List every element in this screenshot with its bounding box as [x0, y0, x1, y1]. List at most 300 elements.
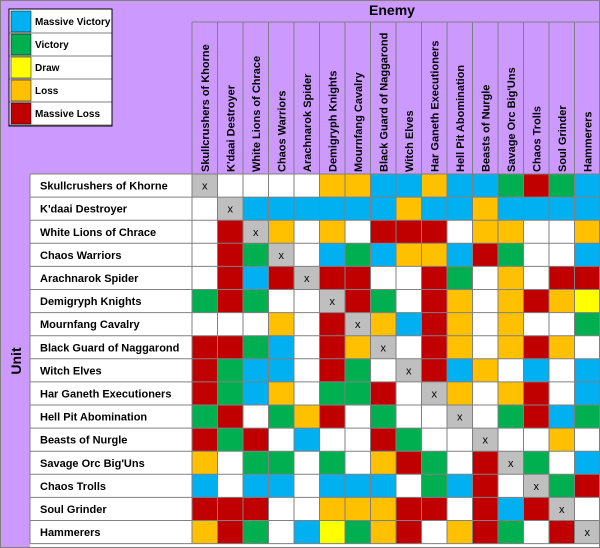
matchup-cell	[396, 197, 422, 220]
matchup-cell	[294, 405, 320, 428]
matchup-cell	[473, 336, 499, 359]
column-label: Skullcrushers of Khorne	[199, 44, 212, 172]
matchup-cell	[192, 428, 218, 451]
self-mark: x	[584, 527, 590, 540]
matchup-cell	[575, 243, 600, 266]
row-labels	[40, 181, 179, 540]
column-label: Har Ganeth Executioners	[429, 40, 442, 172]
matchup-cell	[269, 220, 295, 243]
matchup-cell	[498, 474, 524, 497]
matchup-cell	[498, 243, 524, 266]
row-label: Hammerers	[40, 527, 101, 540]
matchup-cell	[447, 174, 473, 197]
matchup-cell	[447, 243, 473, 266]
matchup-cell	[218, 497, 244, 520]
matchup-cell	[524, 174, 550, 197]
matchup-cell	[345, 243, 371, 266]
matchup-cell	[218, 266, 244, 289]
matchup-cell	[396, 313, 422, 336]
matchup-cell	[269, 197, 295, 220]
matchup-cell	[549, 451, 575, 474]
matchup-cell	[549, 521, 575, 544]
matchup-cell	[447, 313, 473, 336]
matchup-cell	[575, 428, 600, 451]
matchup-cell	[524, 336, 550, 359]
matchup-cell	[371, 359, 397, 382]
matchup-cell	[345, 521, 371, 544]
matchup-cell	[243, 336, 269, 359]
matchup-cell	[371, 243, 397, 266]
matchup-cell	[269, 313, 295, 336]
column-label: Beasts of Nurgle	[480, 84, 493, 172]
matchup-cell	[345, 174, 371, 197]
matchup-cell	[243, 243, 269, 266]
matchup-cell	[396, 174, 422, 197]
matchup-cell	[498, 220, 524, 243]
matchup-cell	[192, 359, 218, 382]
matchup-cell	[524, 220, 550, 243]
matchup-cell	[473, 243, 499, 266]
matchup-cell	[269, 174, 295, 197]
matchup-cell	[447, 336, 473, 359]
matchup-cell	[396, 428, 422, 451]
row-label: Chaos Trolls	[40, 480, 107, 493]
matchup-cell	[294, 451, 320, 474]
self-mark: x	[253, 226, 259, 239]
matchup-cell	[294, 359, 320, 382]
matchup-cell	[320, 405, 346, 428]
matchup-cell	[218, 243, 244, 266]
matchup-cell	[320, 382, 346, 405]
self-mark: x	[431, 388, 437, 401]
matchup-cell	[575, 336, 600, 359]
matchup-cell	[422, 266, 448, 289]
matchup-cell	[473, 405, 499, 428]
column-label: Black Guard of Naggarond	[378, 32, 391, 172]
matchup-cell	[447, 497, 473, 520]
column-label: Chaos Trolls	[531, 105, 544, 172]
matchup-cell	[294, 313, 320, 336]
self-mark: x	[227, 203, 233, 216]
matchup-cell	[243, 266, 269, 289]
matchup-cell	[575, 359, 600, 382]
matchup-cell	[320, 266, 346, 289]
matchup-cell	[243, 521, 269, 544]
matchup-cell	[549, 197, 575, 220]
legend-label: Massive Victory	[35, 17, 111, 28]
matchup-cell	[345, 451, 371, 474]
legend	[9, 9, 112, 126]
matchup-cell	[269, 336, 295, 359]
matchup-cell	[345, 197, 371, 220]
row-label: Savage Orc Big'Uns	[40, 457, 145, 470]
matchup-cell	[218, 313, 244, 336]
matchup-cell	[396, 382, 422, 405]
legend-label: Massive Loss	[35, 109, 101, 120]
matchup-cell	[269, 521, 295, 544]
matchup-cell	[422, 220, 448, 243]
matchup-cell	[549, 243, 575, 266]
matchup-cell	[549, 405, 575, 428]
matchup-cell	[269, 405, 295, 428]
matchup-cell	[575, 382, 600, 405]
matchup-cell	[345, 266, 371, 289]
matchup-cell	[575, 266, 600, 289]
matchup-cell	[371, 521, 397, 544]
matchup-cell	[320, 197, 346, 220]
matchup-cell	[371, 174, 397, 197]
matchup-cell	[218, 474, 244, 497]
matchup-cell	[524, 382, 550, 405]
matchup-cell	[549, 382, 575, 405]
matchup-cell	[498, 405, 524, 428]
matchup-cell	[524, 451, 550, 474]
matchup-cell	[371, 451, 397, 474]
matchup-cell	[218, 521, 244, 544]
matchup-cell	[243, 405, 269, 428]
matchup-cell	[498, 174, 524, 197]
self-mark: x	[533, 480, 539, 493]
matchup-cell	[549, 290, 575, 313]
matchup-cell	[218, 382, 244, 405]
matchup-cell	[422, 197, 448, 220]
matchup-cell	[320, 451, 346, 474]
matchup-cell	[192, 220, 218, 243]
matchup-cell	[473, 359, 499, 382]
matchup-cell	[345, 405, 371, 428]
matchup-cell	[447, 220, 473, 243]
matchup-cell	[371, 497, 397, 520]
self-mark: x	[482, 434, 488, 447]
matchup-cell	[524, 521, 550, 544]
matchup-cell	[498, 336, 524, 359]
matchup-cell	[447, 359, 473, 382]
matchup-cell	[192, 336, 218, 359]
row-label: Hell Pit Abomination	[40, 411, 148, 424]
matchup-cell	[345, 474, 371, 497]
row-label: Witch Elves	[40, 365, 102, 378]
matchup-cell	[320, 313, 346, 336]
self-mark: x	[457, 411, 463, 424]
matchup-cell	[575, 474, 600, 497]
matchup-cell	[575, 174, 600, 197]
matchup-cell	[422, 521, 448, 544]
matchup-cell	[498, 497, 524, 520]
matchup-cell	[218, 220, 244, 243]
matchup-cell	[473, 451, 499, 474]
matchup-cell	[524, 428, 550, 451]
matchup-cell	[473, 382, 499, 405]
self-mark: x	[559, 503, 565, 516]
matchup-cell	[294, 290, 320, 313]
matchup-cell	[575, 313, 600, 336]
matchup-cell	[371, 382, 397, 405]
matchup-cell	[243, 290, 269, 313]
matchup-cell	[192, 451, 218, 474]
column-label: White Lions of Chrace	[250, 55, 263, 172]
matchup-cell	[422, 290, 448, 313]
matchup-cell	[371, 405, 397, 428]
matchup-cell	[422, 174, 448, 197]
matchup-cell	[218, 359, 244, 382]
matchup-cell	[473, 174, 499, 197]
matchup-cell	[243, 474, 269, 497]
row-label: Black Guard of Naggarond	[40, 342, 180, 355]
matchup-cell	[422, 497, 448, 520]
matchup-cell	[575, 197, 600, 220]
matchup-cell	[498, 428, 524, 451]
column-label: Demigryph Knights	[327, 70, 340, 172]
matchup-cell	[396, 290, 422, 313]
matchup-cell	[396, 405, 422, 428]
matchup-cell	[269, 290, 295, 313]
matchup-cell	[524, 197, 550, 220]
self-mark: x	[508, 457, 514, 470]
legend-swatch	[11, 57, 31, 78]
self-mark: x	[329, 296, 335, 309]
matchup-cell	[498, 290, 524, 313]
matchup-cell	[422, 313, 448, 336]
column-label: Mournfang Cavalry	[352, 72, 365, 172]
matchup-cell	[549, 359, 575, 382]
matchup-cell	[269, 474, 295, 497]
matchup-cell	[447, 451, 473, 474]
matchup-cell	[422, 428, 448, 451]
matchup-cell	[524, 359, 550, 382]
column-label: Hammerers	[582, 111, 595, 172]
matchup-cell	[447, 197, 473, 220]
matchup-cell	[294, 428, 320, 451]
matchup-cell	[243, 359, 269, 382]
matchup-cell	[422, 243, 448, 266]
self-mark: x	[380, 342, 386, 355]
matchup-cell	[269, 266, 295, 289]
matchup-cell	[320, 243, 346, 266]
matchup-cell	[192, 313, 218, 336]
matchup-cell	[243, 451, 269, 474]
column-label: Arachnarok Spider	[301, 73, 314, 172]
matchup-cell	[371, 220, 397, 243]
matchup-cell	[269, 497, 295, 520]
legend-label: Loss	[35, 86, 59, 97]
matchup-cell	[320, 336, 346, 359]
self-mark: x	[278, 249, 284, 262]
matchup-cell	[447, 428, 473, 451]
matchup-cell	[294, 220, 320, 243]
matchup-cell	[524, 313, 550, 336]
self-mark: x	[406, 365, 412, 378]
matchup-cell	[422, 474, 448, 497]
column-label: Witch Elves	[403, 110, 416, 172]
matchup-cell	[371, 197, 397, 220]
matchup-cell	[371, 266, 397, 289]
matchup-cell	[524, 405, 550, 428]
matchup-cell	[575, 405, 600, 428]
row-label: K'daai Destroyer	[40, 203, 127, 216]
row-label: White Lions of Chrace	[40, 226, 157, 239]
matchup-cell	[320, 220, 346, 243]
matchup-cell	[498, 313, 524, 336]
matchup-cell	[294, 497, 320, 520]
matchup-cell	[396, 266, 422, 289]
matchup-cell	[575, 497, 600, 520]
matchup-cell	[422, 336, 448, 359]
matchup-cell	[422, 405, 448, 428]
matchup-cell	[294, 382, 320, 405]
matchup-cell	[575, 290, 600, 313]
matchup-cell	[218, 174, 244, 197]
matchup-cell	[345, 359, 371, 382]
enemy-header: Enemy	[369, 2, 415, 18]
matchup-cell	[192, 474, 218, 497]
matchup-cell	[243, 497, 269, 520]
legend-swatch	[11, 34, 31, 55]
matchup-cell	[218, 451, 244, 474]
matchup-cell	[549, 313, 575, 336]
column-label: Savage Orc Big'Uns	[505, 67, 518, 172]
matchup-cell	[269, 382, 295, 405]
legend-label: Draw	[35, 63, 60, 74]
matchup-cell	[192, 290, 218, 313]
matchup-cell	[192, 266, 218, 289]
self-mark: x	[355, 319, 361, 332]
matchup-cell	[524, 266, 550, 289]
matchup-cell	[447, 521, 473, 544]
self-mark: x	[304, 272, 310, 285]
row-label: Chaos Warriors	[40, 249, 122, 262]
matchup-cell	[396, 220, 422, 243]
row-label: Beasts of Nurgle	[40, 434, 128, 447]
matchup-cell	[192, 497, 218, 520]
matchup-cell	[269, 428, 295, 451]
matchup-cell	[192, 382, 218, 405]
matchup-cell	[320, 359, 346, 382]
matchup-cell	[218, 336, 244, 359]
matchup-cell	[192, 521, 218, 544]
matchup-cell	[396, 336, 422, 359]
matchup-cell	[575, 220, 600, 243]
matchup-cell	[371, 313, 397, 336]
matchup-cell	[269, 359, 295, 382]
matchup-cell	[524, 497, 550, 520]
matchup-cell	[498, 382, 524, 405]
matchup-cell	[447, 290, 473, 313]
matchup-cell	[320, 474, 346, 497]
matchup-cell	[371, 290, 397, 313]
column-label: K'daai Destroyer	[225, 85, 238, 172]
matchup-cell	[345, 497, 371, 520]
matchup-cell	[371, 428, 397, 451]
matchup-cell	[345, 382, 371, 405]
matchup-cell	[320, 521, 346, 544]
row-label: Har Ganeth Executioners	[40, 388, 172, 401]
row-label: Mournfang Cavalry	[40, 319, 140, 332]
matchup-cell	[524, 290, 550, 313]
matchup-cell	[243, 382, 269, 405]
legend-swatch	[11, 11, 31, 32]
matchup-cell	[294, 174, 320, 197]
matchup-cell	[473, 266, 499, 289]
row-label: Demigryph Knights	[40, 296, 142, 309]
matchup-cell	[294, 521, 320, 544]
matchup-cell	[473, 313, 499, 336]
column-label: Hell Pit Abomination	[454, 64, 467, 172]
matchup-cell	[345, 290, 371, 313]
legend-label: Victory	[35, 40, 69, 51]
matchup-cell	[473, 220, 499, 243]
matchup-cell	[396, 497, 422, 520]
matchup-cell	[243, 313, 269, 336]
matchup-cell	[524, 243, 550, 266]
matchup-cell	[473, 497, 499, 520]
matchup-cell	[345, 336, 371, 359]
matchup-cell	[498, 359, 524, 382]
row-label: Skullcrushers of Khorne	[40, 180, 168, 193]
matchup-cell	[396, 521, 422, 544]
matchup-cell	[294, 243, 320, 266]
self-mark: x	[202, 180, 208, 193]
column-label: Chaos Warriors	[276, 90, 289, 172]
matchup-cell	[575, 451, 600, 474]
row-label: Arachnarok Spider	[40, 272, 139, 285]
matchup-cell	[396, 474, 422, 497]
matchup-cell	[498, 521, 524, 544]
matchup-cell	[320, 174, 346, 197]
matchup-cell	[447, 382, 473, 405]
matchup-cell	[320, 428, 346, 451]
matchup-cell	[345, 220, 371, 243]
column-label: Soul Grinder	[556, 105, 569, 172]
matchup-cell	[549, 174, 575, 197]
matchup-cell	[549, 336, 575, 359]
matchup-cell	[192, 405, 218, 428]
matchup-cell	[498, 197, 524, 220]
matchup-cell	[473, 521, 499, 544]
matchup-cell	[243, 197, 269, 220]
matchup-cell	[294, 336, 320, 359]
matchup-cell	[396, 451, 422, 474]
row-label: Soul Grinder	[40, 503, 107, 516]
matchup-cell	[345, 428, 371, 451]
matchup-cell	[473, 474, 499, 497]
unit-header: Unit	[8, 347, 24, 375]
matchup-cell	[447, 474, 473, 497]
legend-swatch	[11, 103, 31, 124]
matchup-cell	[269, 451, 295, 474]
matchup-cell	[473, 290, 499, 313]
matchup-cell	[218, 290, 244, 313]
matchup-cell	[549, 428, 575, 451]
matchup-cell	[320, 497, 346, 520]
matchup-cell	[549, 266, 575, 289]
matchup-cell	[422, 451, 448, 474]
matchup-cell	[192, 243, 218, 266]
matchup-cell	[218, 405, 244, 428]
matchup-cell	[396, 243, 422, 266]
matchup-cell	[192, 197, 218, 220]
matchup-cell	[371, 474, 397, 497]
matchup-cell	[447, 266, 473, 289]
matchup-cell	[294, 474, 320, 497]
matchup-cell	[218, 428, 244, 451]
matchup-cell	[549, 474, 575, 497]
matchup-cell	[294, 197, 320, 220]
matchup-cell	[243, 428, 269, 451]
matchup-cell	[549, 220, 575, 243]
matchup-cell	[422, 359, 448, 382]
matchup-cell	[498, 266, 524, 289]
matchup-cell	[473, 197, 499, 220]
